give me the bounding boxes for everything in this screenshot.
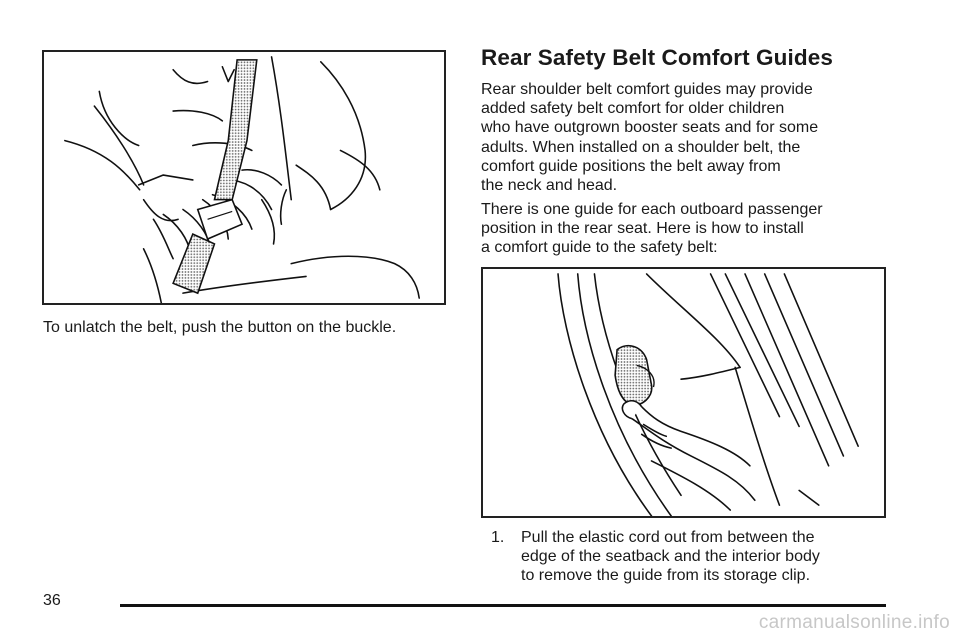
text-line: to remove the guide from its storage clip. [521,567,811,585]
page-number: 36 [43,592,61,609]
text-line: adults. When installed on a shoulder belt, the [481,138,801,156]
text-line: Pull the elastic cord out from between the [521,529,815,546]
text-line: a comfort guide to the safety belt: [481,239,718,257]
text-line: position in the rear seat. Here is how to install [481,220,804,238]
text-line: the neck and head. [481,177,618,195]
buckle-illustration [42,50,446,305]
intro-paragraph [481,80,901,195]
text-line: added safety belt comfort for older children [481,100,785,118]
step-number: 1. [491,529,505,546]
watermark: carmanualsonline.info [758,612,950,633]
text-line: Rear shoulder belt comfort guides may provide [481,81,813,98]
text-line: who have outgrown booster seats and for some [481,119,819,137]
text-line: edge of the seatback and the interior body [521,548,820,566]
section-heading: Rear Safety Belt Comfort Guides [481,45,833,70]
comfort-guide-drawing [483,269,884,516]
text-line: There is one guide for each outboard passenger [481,201,823,218]
step-1 [481,528,901,586]
buckle-drawing [44,52,444,303]
guide-paragraph [481,200,901,258]
text-line: comfort guide positions the belt away from [481,157,781,175]
figure-caption: To unlatch the belt, push the button on the buckle. [43,319,397,336]
comfort-guide-illustration [481,267,886,518]
footer-rule [120,604,886,607]
